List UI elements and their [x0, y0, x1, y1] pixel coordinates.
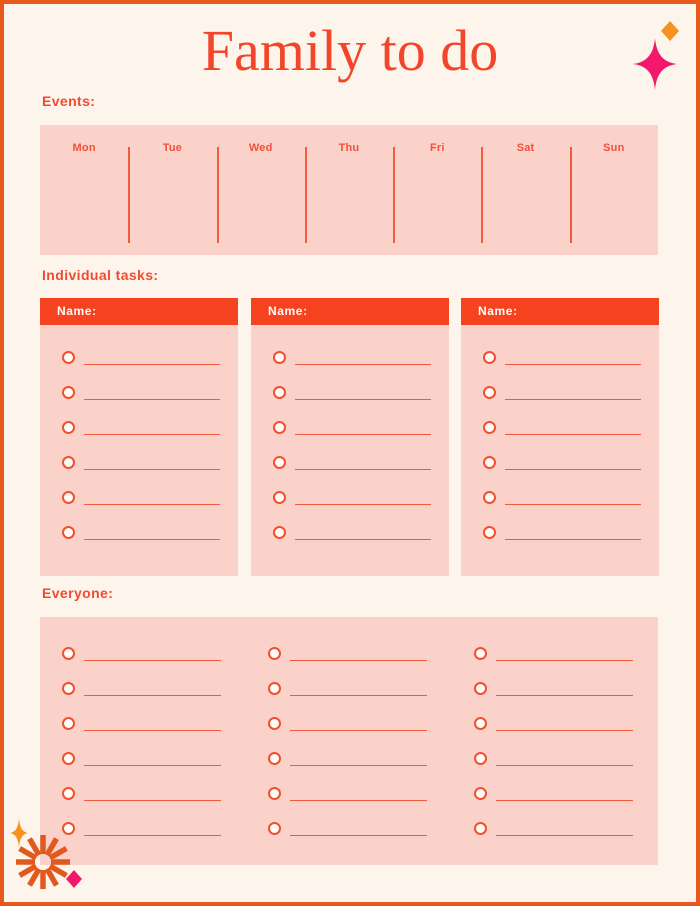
task-row — [268, 811, 427, 846]
checkbox-circle[interactable] — [483, 526, 496, 539]
task-write-line — [505, 434, 641, 435]
checkbox-circle[interactable] — [474, 647, 487, 660]
task-row — [268, 671, 427, 706]
checkbox-circle[interactable] — [273, 456, 286, 469]
task-write-line — [295, 434, 431, 435]
sparkle-star-icon — [10, 818, 28, 848]
checkbox-circle[interactable] — [268, 717, 281, 730]
everyone-column — [246, 617, 452, 865]
checkbox-circle[interactable] — [62, 456, 75, 469]
task-row — [268, 776, 427, 811]
task-row — [483, 445, 641, 480]
day-column-mon — [40, 125, 128, 255]
checkbox-circle[interactable] — [474, 682, 487, 695]
day-divider — [217, 147, 219, 243]
task-write-line — [84, 539, 220, 540]
checkbox-circle[interactable] — [474, 787, 487, 800]
starburst-icon — [16, 835, 70, 889]
checkbox-circle[interactable] — [273, 526, 286, 539]
task-row — [483, 410, 641, 445]
checkbox-circle[interactable] — [273, 491, 286, 504]
day-label: Thu — [338, 142, 360, 154]
individual-task-card — [251, 298, 449, 576]
checkbox-circle[interactable] — [268, 752, 281, 765]
everyone-column — [452, 617, 658, 865]
day-column-sat — [481, 125, 569, 255]
day-divider — [305, 147, 307, 243]
task-write-line — [84, 399, 220, 400]
day-column-thu — [305, 125, 393, 255]
task-write-line — [290, 800, 427, 801]
task-row — [62, 480, 220, 515]
day-label: Mon — [72, 142, 96, 154]
task-row — [483, 515, 641, 550]
task-write-line — [505, 469, 641, 470]
card-body — [461, 325, 659, 550]
task-row — [483, 375, 641, 410]
task-row — [483, 480, 641, 515]
task-write-line — [84, 364, 220, 365]
task-row — [62, 410, 220, 445]
task-row — [62, 445, 220, 480]
task-row — [474, 741, 633, 776]
task-write-line — [295, 539, 431, 540]
day-divider — [393, 147, 395, 243]
diamond-icon — [661, 21, 679, 41]
checkbox-circle[interactable] — [273, 351, 286, 364]
task-write-line — [290, 660, 427, 661]
task-write-line — [84, 765, 221, 766]
day-divider — [481, 147, 483, 243]
task-row — [62, 340, 220, 375]
checkbox-circle[interactable] — [474, 752, 487, 765]
task-row — [474, 671, 633, 706]
task-row — [62, 375, 220, 410]
task-write-line — [290, 730, 427, 731]
checkbox-circle[interactable] — [62, 421, 75, 434]
task-write-line — [505, 364, 641, 365]
task-row — [62, 706, 221, 741]
day-label: Wed — [248, 142, 273, 154]
task-row — [268, 706, 427, 741]
task-row — [474, 706, 633, 741]
card-body — [40, 325, 238, 550]
everyone-panel — [40, 617, 658, 865]
card-body — [251, 325, 449, 550]
task-row — [268, 741, 427, 776]
day-column-tue — [128, 125, 216, 255]
task-row — [273, 410, 431, 445]
checkbox-circle[interactable] — [268, 787, 281, 800]
card-name-header: Name: — [251, 298, 449, 325]
sparkle-star-icon — [633, 38, 677, 90]
checkbox-circle[interactable] — [268, 822, 281, 835]
task-write-line — [505, 539, 641, 540]
diamond-icon — [66, 870, 82, 888]
checkbox-circle[interactable] — [483, 456, 496, 469]
day-label: Tue — [162, 142, 183, 154]
day-column-fri — [393, 125, 481, 255]
task-row — [474, 776, 633, 811]
checkbox-circle[interactable] — [62, 526, 75, 539]
task-write-line — [290, 695, 427, 696]
day-label: Sun — [603, 142, 625, 154]
task-write-line — [505, 399, 641, 400]
task-row — [273, 515, 431, 550]
events-section-label: Events: — [42, 93, 96, 109]
everyone-section-label: Everyone: — [42, 585, 114, 601]
checkbox-circle[interactable] — [483, 421, 496, 434]
task-write-line — [84, 835, 221, 836]
sparkle-decoration-top-right — [628, 16, 692, 98]
individual-tasks-section-label: Individual tasks: — [42, 267, 159, 283]
checkbox-circle[interactable] — [62, 647, 75, 660]
task-write-line — [496, 800, 633, 801]
checkbox-circle[interactable] — [483, 386, 496, 399]
task-write-line — [496, 695, 633, 696]
task-row — [62, 741, 221, 776]
checkbox-circle[interactable] — [474, 822, 487, 835]
task-row — [273, 340, 431, 375]
task-write-line — [295, 364, 431, 365]
checkbox-circle[interactable] — [273, 421, 286, 434]
day-column-wed — [217, 125, 305, 255]
task-write-line — [496, 765, 633, 766]
task-row — [483, 340, 641, 375]
task-write-line — [84, 695, 221, 696]
checkbox-circle[interactable] — [62, 386, 75, 399]
day-divider — [570, 147, 572, 243]
checkbox-circle[interactable] — [474, 717, 487, 730]
task-write-line — [84, 469, 220, 470]
task-row — [62, 515, 220, 550]
individual-task-card — [40, 298, 238, 576]
decoration-bottom-left — [2, 812, 92, 897]
checkbox-circle[interactable] — [483, 351, 496, 364]
checkbox-circle[interactable] — [62, 682, 75, 695]
checkbox-circle[interactable] — [62, 491, 75, 504]
card-name-header: Name: — [461, 298, 659, 325]
checkbox-circle[interactable] — [483, 491, 496, 504]
task-write-line — [84, 730, 221, 731]
task-row — [273, 445, 431, 480]
task-write-line — [290, 765, 427, 766]
checkbox-circle[interactable] — [273, 386, 286, 399]
task-row — [474, 636, 633, 671]
task-write-line — [84, 660, 221, 661]
checkbox-circle[interactable] — [62, 787, 75, 800]
events-week-panel — [40, 125, 658, 255]
day-column-sun — [570, 125, 658, 255]
individual-task-card — [461, 298, 659, 576]
day-label: Fri — [429, 142, 445, 154]
checkbox-circle[interactable] — [268, 682, 281, 695]
task-write-line — [295, 469, 431, 470]
task-write-line — [496, 730, 633, 731]
task-write-line — [496, 835, 633, 836]
task-write-line — [295, 399, 431, 400]
task-write-line — [84, 800, 221, 801]
task-write-line — [84, 434, 220, 435]
checkbox-circle[interactable] — [62, 752, 75, 765]
day-divider — [128, 147, 130, 243]
task-row — [268, 636, 427, 671]
card-name-header: Name: — [40, 298, 238, 325]
task-write-line — [496, 660, 633, 661]
task-row — [62, 636, 221, 671]
day-label: Sat — [516, 142, 535, 154]
task-row — [273, 375, 431, 410]
task-row — [62, 776, 221, 811]
task-write-line — [290, 835, 427, 836]
checkbox-circle[interactable] — [62, 717, 75, 730]
task-row — [474, 811, 633, 846]
checkbox-circle[interactable] — [268, 647, 281, 660]
task-row — [273, 480, 431, 515]
task-row — [62, 671, 221, 706]
task-write-line — [505, 504, 641, 505]
task-write-line — [295, 504, 431, 505]
checkbox-circle[interactable] — [62, 351, 75, 364]
page-title: Family to do — [201, 18, 499, 83]
task-write-line — [84, 504, 220, 505]
